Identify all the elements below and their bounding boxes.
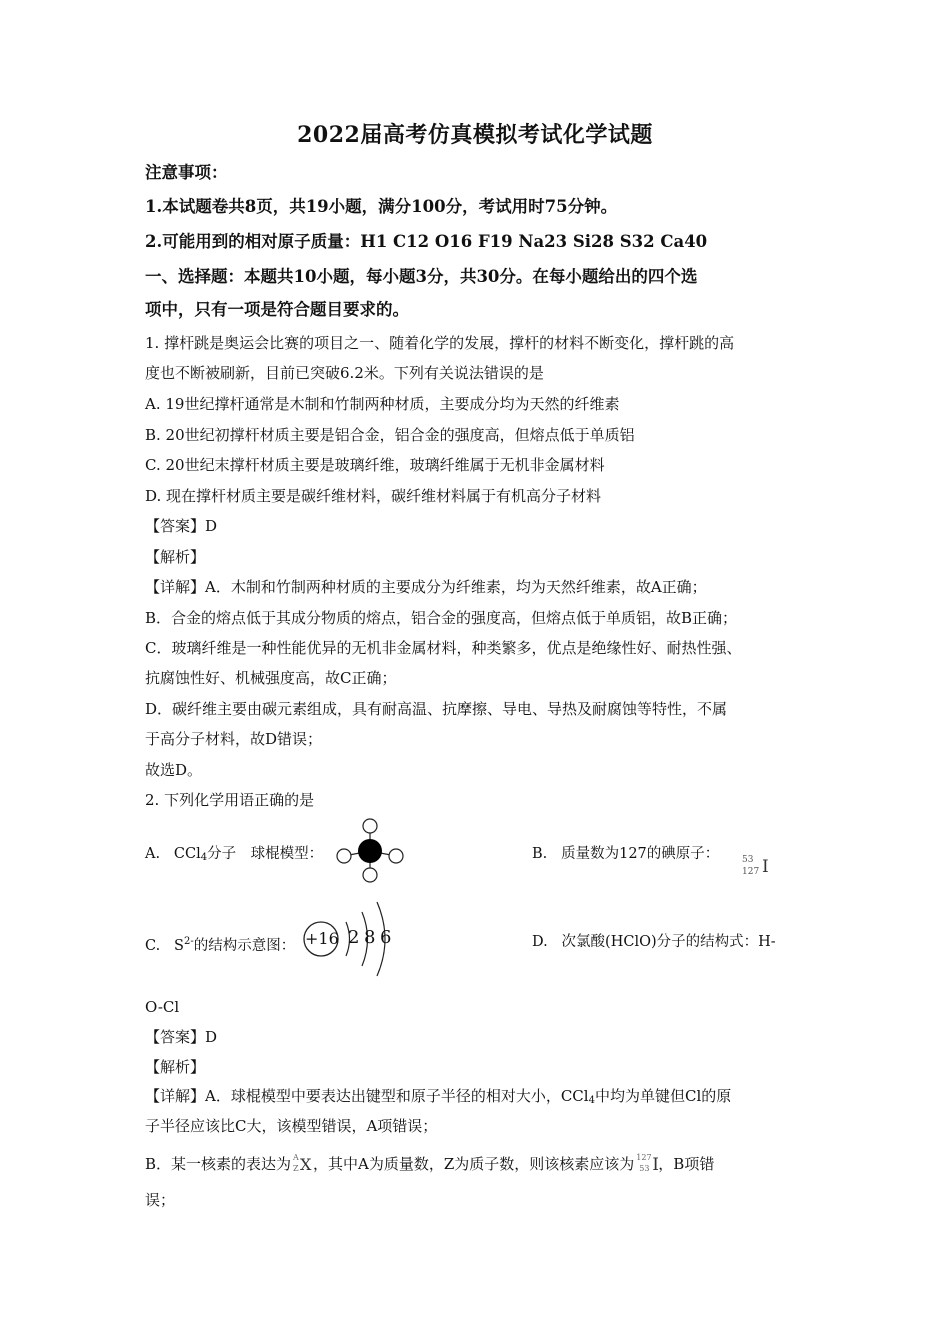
q2-option-d-text: 次氯酸(HClO)分子的结构式：H- bbox=[561, 934, 776, 950]
q2-option-a-text: 分子 球棍模型： bbox=[207, 846, 324, 862]
q2-option-a-formula: CCl bbox=[173, 846, 201, 862]
q1-stem-line-2: 度也不断被刷新，目前已突破6.2米。下列有关说法错误的是 bbox=[145, 364, 544, 382]
q2-option-b-nuclide bbox=[742, 855, 772, 879]
q2-option-c-charge: 2- bbox=[183, 936, 194, 947]
q2-option-b-top-number: 53 bbox=[742, 855, 754, 865]
q2-detail-b-part-3: ，B项错 bbox=[658, 1155, 715, 1173]
notice-item-2: 2.可能用到的相对原子质量：H1 C12 O16 F19 Na23 Si28 S32 Ca40 bbox=[145, 232, 708, 251]
shell-2-electrons: 8 bbox=[364, 927, 376, 948]
q2-analysis: 【解析】 bbox=[145, 1058, 206, 1076]
q1-conclusion: 故选D。 bbox=[145, 761, 203, 779]
q2-option-a-prefix: A. bbox=[145, 846, 161, 862]
q2-option-c-prefix: C. bbox=[145, 938, 161, 954]
q1-answer: 【答案】D bbox=[145, 517, 218, 535]
generic-nuclide-mass: A bbox=[293, 1153, 299, 1162]
q2-detail-b-line-2: 误； bbox=[145, 1191, 176, 1209]
sulfide-structure-diagram bbox=[300, 892, 400, 987]
generic-nuclide-symbol: X bbox=[300, 1155, 312, 1174]
q1-option-a: A. 19世纪撑杆通常是木制和竹制两种材质，主要成分均为天然的纤维素 bbox=[145, 395, 620, 413]
q2-option-b bbox=[532, 844, 719, 864]
generic-nuclide-proton: Z bbox=[293, 1164, 299, 1173]
generic-nuclide bbox=[291, 1153, 313, 1177]
q1-option-b: B. 20世纪初撑杆材质主要是铝合金，铝合金的强度高，但熔点低于单质铝 bbox=[145, 426, 635, 444]
q2-option-b-bottom-number: 127 bbox=[742, 867, 760, 877]
q2-detail-a-line-2: 子半径应该比C大，该模型错误，A项错误； bbox=[145, 1117, 438, 1135]
q2-option-d-prefix: D. bbox=[532, 934, 548, 950]
q1-detail-6: 于高分子材料，故D错误； bbox=[145, 730, 323, 748]
q2-option-a bbox=[145, 844, 323, 868]
q1-detail-2: B．合金的熔点低于其成分物质的熔点，铝合金的强度高，但熔点低于单质铝，故B正确； bbox=[145, 609, 738, 627]
q1-analysis: 【解析】 bbox=[145, 548, 206, 566]
nucleus-charge: +16 bbox=[305, 929, 339, 948]
q1-detail-1: 【详解】A．木制和竹制两种材质的主要成分为纤维素，均为天然纤维素，故A正确； bbox=[145, 578, 707, 596]
q2-detail-a-part-1: 【详解】A．球棍模型中要表达出键型和原子半径的相对大小，CCl bbox=[145, 1087, 589, 1105]
q2-option-a-subscript: 4 bbox=[200, 852, 208, 863]
ball-stick-model-icon bbox=[333, 815, 409, 887]
q1-option-c: C. 20世纪末撑杆材质主要是玻璃纤维，玻璃纤维属于无机非金属材料 bbox=[145, 456, 605, 474]
q2-detail-b-part-1: B．某一核素的表达为 bbox=[145, 1155, 292, 1173]
section-heading-line-2: 项中，只有一项是符合题目要求的。 bbox=[145, 300, 409, 319]
exam-title: 2022届高考仿真模拟考试化学试题 bbox=[297, 122, 653, 148]
q2-stem: 2. 下列化学用语正确的是 bbox=[145, 791, 315, 809]
notice-item-1: 1.本试题卷共8页，共19小题，满分100分，考试用时75分钟。 bbox=[145, 197, 618, 216]
notice-heading: 注意事项： bbox=[145, 163, 228, 182]
iodine-nuclide bbox=[634, 1153, 658, 1177]
shell-3-electrons: 6 bbox=[380, 927, 392, 948]
q2-detail-a-part-2: 中均为单键但Cl的原 bbox=[594, 1087, 732, 1105]
section-heading-line-1: 一、选择题：本题共10小题，每小题3分，共30分。在每小题给出的四个选 bbox=[145, 267, 698, 286]
q1-stem-line-1: 1. 撑杆跳是奥运会比赛的项目之一、随着化学的发展，撑杆的材料不断变化，撑杆跳的高 bbox=[145, 334, 735, 352]
q2-option-b-text: 质量数为127的碘原子： bbox=[561, 846, 720, 862]
iodine-nuclide-mass: 127 bbox=[636, 1153, 652, 1162]
q2-option-c bbox=[145, 932, 295, 956]
q2-detail-a-subscript: 4 bbox=[588, 1095, 595, 1106]
iodine-nuclide-proton: 53 bbox=[639, 1164, 650, 1173]
q2-detail-b-part-2: ，其中A为质量数，Z为质子数，则该核素应该为 bbox=[313, 1155, 635, 1173]
q2-option-d-continued: O-Cl bbox=[145, 998, 180, 1016]
q2-detail-b-line-1 bbox=[145, 1153, 714, 1177]
q1-detail-3: C．玻璃纤维是一种性能优异的无机非金属材料，种类繁多，优点是绝缘性好、耐热性强、 bbox=[145, 639, 742, 657]
shell-1-electrons: 2 bbox=[348, 927, 360, 948]
q2-detail-a-line-1 bbox=[145, 1086, 731, 1111]
q2-option-b-symbol: I bbox=[762, 857, 769, 877]
q1-detail-4: 抗腐蚀性好、机械强度高，故C正确； bbox=[145, 669, 397, 687]
q1-option-d: D. 现在撑杆材质主要是碳纤维材料，碳纤维材料属于有机高分子材料 bbox=[145, 487, 602, 505]
q2-option-c-ion: S bbox=[174, 938, 184, 954]
q2-option-b-prefix: B. bbox=[532, 846, 548, 862]
iodine-nuclide-symbol: I bbox=[652, 1155, 660, 1175]
q2-option-d bbox=[532, 932, 776, 952]
q1-detail-5: D．碳纤维主要由碳元素组成，具有耐高温、抗摩擦、导电、导热及耐腐蚀等特性，不属 bbox=[145, 700, 728, 718]
q2-option-c-text: 的结构示意图： bbox=[193, 938, 296, 954]
q2-answer: 【答案】D bbox=[145, 1028, 218, 1046]
